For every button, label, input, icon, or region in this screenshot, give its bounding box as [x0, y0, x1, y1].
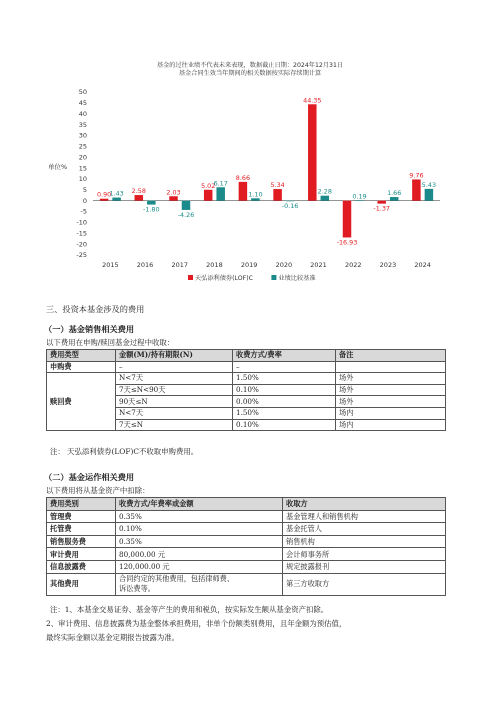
fee-rate: 0.10%	[233, 384, 336, 396]
y-tick-label: 20	[78, 153, 87, 162]
y-tick-label: 40	[78, 109, 87, 118]
legend-swatch	[188, 275, 193, 280]
fee-payee: 规定披露报刊	[283, 560, 446, 573]
bar-benchmark	[355, 200, 364, 201]
legend-label: 业绩比较基准	[278, 275, 316, 282]
data-label: 9.76	[409, 171, 424, 180]
data-label: 8.66	[235, 173, 251, 182]
bar-fund	[308, 104, 317, 200]
bar-fund	[377, 201, 386, 204]
fee-payee: 基金托管人	[283, 523, 446, 536]
fee-amount: –	[116, 361, 233, 373]
y-tick-label: -5	[80, 207, 87, 216]
operating-fee-note-3: 最终实际金额以基金定期报告披露为准。	[46, 633, 180, 642]
table-row	[47, 373, 446, 385]
data-label: 2.28	[317, 187, 332, 196]
sales-fee-note: 注： 天弘添利债券(LOF)C不收取申购费用。	[50, 447, 199, 456]
y-tick-label: 30	[78, 131, 87, 140]
chart-disclaimer: 基金的过往业绩不代表未来表现，数据截止日期：2024年12月31日	[156, 62, 344, 69]
table-row	[47, 560, 446, 573]
header-cell: 费用类型	[47, 350, 116, 362]
header-cell: 金额(M)/持有期限(N)	[116, 350, 233, 362]
fee-payee: 销售机构	[283, 535, 446, 548]
data-label: 5.43	[421, 180, 437, 189]
bar-benchmark	[251, 198, 260, 200]
x-tick-label: 2020	[275, 261, 293, 269]
y-tick-label: 0	[82, 196, 87, 205]
fee-rate: 0.35%	[116, 510, 283, 523]
table-row	[47, 510, 446, 523]
table-row	[47, 361, 446, 373]
operating-fee-desc: 以下费用将从基金资产中扣除：	[46, 486, 150, 495]
data-label: 0.19	[352, 192, 367, 201]
data-label: 2.03	[166, 188, 181, 197]
holding-period: N<7天	[116, 407, 233, 419]
fee-rate: –	[233, 361, 336, 373]
fee-payee: 基金管理人和销售机构	[283, 510, 446, 523]
fee-rate: 0.00%	[233, 396, 336, 408]
fee-rate: 0.10%	[233, 419, 336, 431]
y-tick-label: 50	[78, 88, 87, 97]
fee-rate: 0.10%	[116, 523, 283, 536]
bar-fund	[169, 196, 178, 200]
fee-rate: 1.50%	[233, 373, 336, 385]
fee-note: 场外	[336, 384, 446, 396]
fee-rate: 0.35%	[116, 535, 283, 548]
data-label: 5.02	[201, 181, 216, 190]
header-cell: 费用类别	[47, 498, 116, 511]
bar-fund	[343, 201, 352, 238]
bar-benchmark	[112, 198, 121, 201]
data-label: 1.43	[109, 189, 124, 198]
table-row	[47, 548, 446, 561]
fee-type: 管理费	[47, 510, 116, 523]
sales-fee-subtitle: （一）基金销售相关费用	[44, 324, 135, 334]
y-tick-label: 25	[78, 142, 87, 151]
y-tick-label: 45	[78, 99, 87, 108]
table-row	[47, 573, 446, 595]
fee-note: 场内	[336, 407, 446, 419]
holding-period: 90天≤N	[116, 396, 233, 408]
fee-type: 赎回费	[47, 373, 116, 431]
table-row	[47, 535, 446, 548]
holding-period: N<7天	[116, 373, 233, 385]
fee-type: 托管费	[47, 523, 116, 536]
data-label: 1.10	[248, 190, 263, 199]
y-tick-label: -10	[76, 218, 87, 227]
bar-fund	[239, 182, 248, 201]
fee-type: 申购费	[47, 361, 116, 373]
fee-payee: 第三方收取方	[283, 573, 446, 595]
y-axis-label: 单位%	[48, 163, 68, 171]
bar-benchmark	[182, 201, 191, 210]
data-label: -1.80	[143, 205, 160, 214]
data-label: -16.93	[336, 238, 358, 247]
fee-note: 场外	[336, 373, 446, 385]
operating-fee-subtitle: （二）基金运作相关费用	[44, 472, 135, 482]
data-label: -1.37	[373, 204, 390, 213]
header-cell: 收费方式/年费率或金额	[116, 498, 283, 511]
fee-rate: 120,000.00 元	[116, 560, 283, 573]
y-tick-label: -20	[76, 240, 87, 249]
fee-rate	[116, 573, 283, 595]
data-label: 0.90	[96, 190, 112, 199]
x-tick-label: 2017	[171, 261, 189, 269]
x-tick-label: 2015	[102, 261, 119, 269]
bar-fund	[273, 189, 282, 201]
fee-rate: 80,000.00 元	[116, 548, 283, 561]
operating-fee-note-2: 2、审计费用、信息披露费为基金整体承担费用，非单个份额类别费用，且年金额为预估值，	[46, 619, 347, 628]
data-label: 6.17	[213, 179, 228, 188]
bar-fund	[204, 190, 213, 201]
x-tick-label: 2021	[310, 261, 327, 269]
x-tick-label: 2018	[206, 261, 223, 269]
x-tick-label: 2024	[414, 261, 431, 269]
sales-fee-desc: 以下费用在申购/赎回基金过程中收取：	[46, 338, 175, 347]
legend-label: 天弘添利债券(LOF)C	[195, 275, 253, 282]
fee-rate-line: 合同约定的其他费用，包括律师费、	[119, 574, 235, 584]
holding-period: 7天≤N<90天	[116, 384, 233, 396]
bar-fund	[412, 179, 421, 200]
operating-fee-note-1: 注：1、本基金交易证券、基金等产生的费用和税负，按实际发生额从基金资产扣除。	[50, 605, 329, 614]
data-label: -0.16	[281, 202, 299, 211]
fee-note: 场内	[336, 419, 446, 431]
x-tick-label: 2022	[344, 261, 362, 269]
chart-note: 基金合同生效当年期间的相关数据按实际存续期计算	[178, 70, 322, 77]
performance-bar-chart	[0, 0, 500, 300]
fee-type: 信息披露费	[47, 560, 116, 573]
y-tick-label: 15	[78, 164, 87, 173]
bar-benchmark	[147, 201, 156, 205]
bar-benchmark	[390, 197, 399, 201]
fee-type: 其他费用	[47, 573, 116, 595]
fee-type: 销售服务费	[47, 535, 116, 548]
fee-payee: 会计师事务所	[283, 548, 446, 561]
x-tick-label: 2023	[379, 261, 397, 269]
bar-benchmark	[425, 189, 434, 201]
y-tick-label: 10	[78, 175, 87, 184]
bar-benchmark	[321, 196, 330, 201]
fee-note: 场外	[336, 396, 446, 408]
fee-type: 审计费用	[47, 548, 116, 561]
legend-swatch	[271, 275, 276, 280]
table-header-row	[47, 498, 446, 511]
data-label: 5.34	[270, 181, 285, 190]
section-title: 三、投资本基金涉及的费用	[46, 304, 145, 314]
data-label: 1.66	[387, 189, 402, 198]
x-tick-label: 2016	[136, 261, 154, 269]
data-label: 2.58	[131, 187, 146, 196]
data-label: 44.35	[303, 96, 322, 105]
table-header-row	[47, 350, 446, 362]
y-tick-label: 5	[82, 186, 87, 194]
x-tick-label: 2019	[240, 261, 258, 269]
header-cell: 备注	[336, 350, 446, 362]
y-tick-label: -25	[76, 251, 87, 260]
header-cell: 收费方式/费率	[233, 350, 336, 362]
y-tick-label: -15	[76, 229, 87, 238]
fee-rate-line: 诉讼费等。	[119, 584, 155, 594]
holding-period: 7天≤N	[116, 419, 233, 431]
data-label: -4.26	[177, 210, 195, 219]
fee-note	[336, 361, 446, 373]
y-tick-label: 35	[78, 120, 87, 129]
bar-fund	[100, 199, 109, 201]
operating-fee-table	[46, 497, 446, 596]
header-cell: 收取方	[283, 498, 446, 511]
fee-rate: 1.50%	[233, 407, 336, 419]
sales-fee-table	[46, 349, 446, 431]
bar-benchmark	[216, 187, 225, 200]
bar-fund	[135, 195, 144, 201]
table-row	[47, 523, 446, 536]
